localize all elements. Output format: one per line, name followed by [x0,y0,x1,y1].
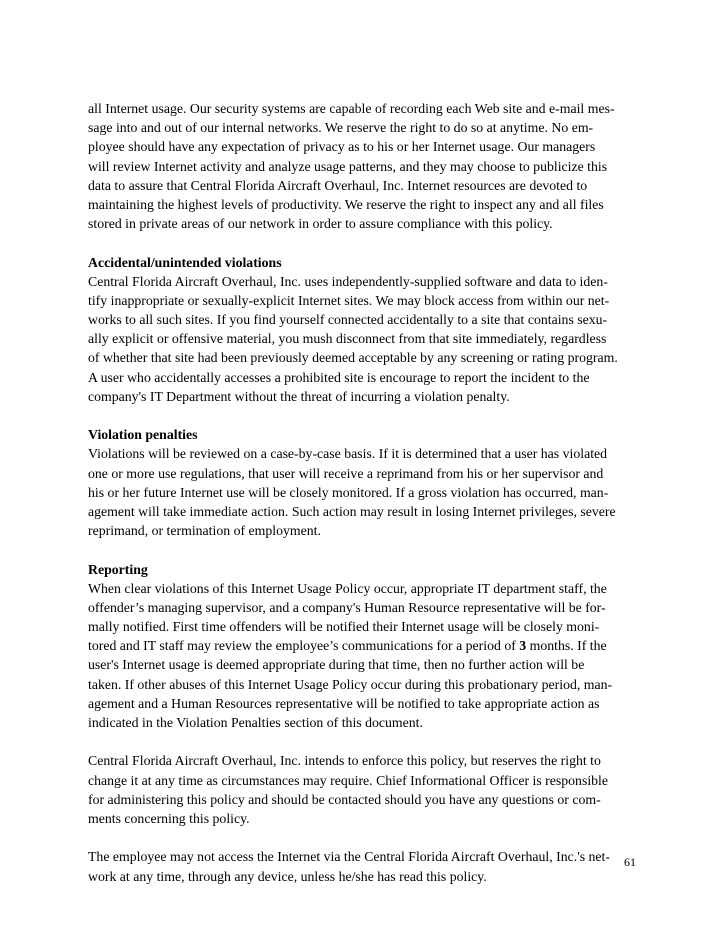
paragraph-line: tify inappropriate or sexually-explicit Internet sites. We may block access from within our net- [88,292,610,308]
paragraph-line: ally explicit or offensive material, you mush disconnect from that site immediately, regardless [88,331,607,347]
paragraph-spacer [88,406,648,425]
paragraph-line: Violations will be reviewed on a case-by-case basis. If it is determined that a user has violated [88,446,608,462]
section-heading-accidental: Accidental/unintended violations [88,254,282,270]
paragraph-line: for administering this policy and should be contacted should you have any questions or com- [88,791,601,807]
intro-paragraph [88,99,648,233]
paragraph-line: all Internet usage. Our security systems are capable of recording each Web site and e-mail mes- [88,101,615,116]
paragraph-line: his or her future Internet use will be closely monitored. If a gross violation has occurred, man- [88,484,609,500]
paragraph-line: maintaining the highest levels of productivity. We reserve the right to inspect any and all files [88,196,604,212]
line-text-after: months. If the [526,638,607,654]
page-number: 61 [624,855,636,869]
paragraph-line: Central Florida Aircraft Overhaul, Inc. uses independently-supplied software and data to iden- [88,273,608,289]
paragraph-line: agement and a Human Resources representative will be notified to take appropriate action as [88,695,600,711]
paragraph-line: change it at any time as circumstances may require. Chief Informational Officer is responsible [88,772,609,788]
paragraph-line: will review Internet activity and analyze usage patterns, and they may choose to publicize this [88,158,608,174]
paragraph-line: Central Florida Aircraft Overhaul, Inc. intends to enforce this policy, but reserves the right to [88,753,601,769]
paragraph-line: mally notified. First time offenders will be notified their Internet usage will be closely moni- [88,619,600,635]
violation-penalties-section [88,425,648,540]
paragraph-line: agement will take immediate action. Such action may result in losing Internet privileges, severe [88,503,616,519]
closing-paragraph [88,847,648,885]
paragraph-spacer [88,732,648,751]
paragraph-line: company's IT Department without the threat of incurring a violation penalty. [88,388,510,404]
paragraph-line: The employee may not access the Internet via the Central Florida Aircraft Overhaul, Inc.'s net- [88,849,610,865]
paragraph-line: sage into and out of our internal networks. We reserve the right to do so at anytime. No em- [88,120,594,136]
paragraph-line: taken. If other abuses of this Internet Usage Policy occur during this probationary period, man- [88,676,613,692]
paragraph-spacer [88,828,648,847]
reporting-section [88,560,648,733]
paragraph-line: ployee should have any expectation of privacy as to his or her Internet usage. Our managers [88,139,596,155]
paragraph-line: A user who accidentally accesses a prohibited site is encourage to report the incident to the [88,369,590,385]
paragraph-line: stored in private areas of our network in order to assure compliance with this policy. [88,216,553,232]
section-heading-reporting: Reporting [88,561,148,577]
section-heading-penalties: Violation penalties [88,427,198,443]
paragraph-line: user's Internet usage is deemed appropriate during that time, then no further action will be [88,657,585,673]
paragraph-line: one or more use regulations, that user will receive a reprimand from his or her supervisor and [88,465,604,481]
paragraph-line: works to all such sites. If you find yourself connected accidentally to a site that contains sexu- [88,312,608,328]
paragraph-line: of whether that site had been previously deemed acceptable by any screening or rating program. [88,350,618,366]
accidental-violations-section [88,253,648,407]
paragraph-line: ments concerning this policy. [88,810,250,826]
paragraph-line-with-emphasis [88,636,648,655]
line-text-before: tored and IT staff may review the employee’s communications for a period of [88,638,520,654]
paragraph-spacer [88,233,648,252]
paragraph-line: indicated in the Violation Penalties section of this document. [88,715,423,730]
paragraph-spacer [88,540,648,559]
enforcement-paragraph [88,751,648,828]
paragraph-line: work at any time, through any device, unless he/she has read this policy. [88,868,487,884]
paragraph-line: offender’s managing supervisor, and a company's Human Resource representative will be for- [88,599,606,615]
paragraph-line: data to assure that Central Florida Aircraft Overhaul, Inc. Internet resources are devoted to [88,177,588,193]
period-months-value: 3 [519,638,527,654]
document-body [88,99,648,886]
paragraph-line: reprimand, or termination of employment. [88,523,321,539]
paragraph-line: When clear violations of this Internet Usage Policy occur, appropriate IT department staff, the [88,580,607,596]
